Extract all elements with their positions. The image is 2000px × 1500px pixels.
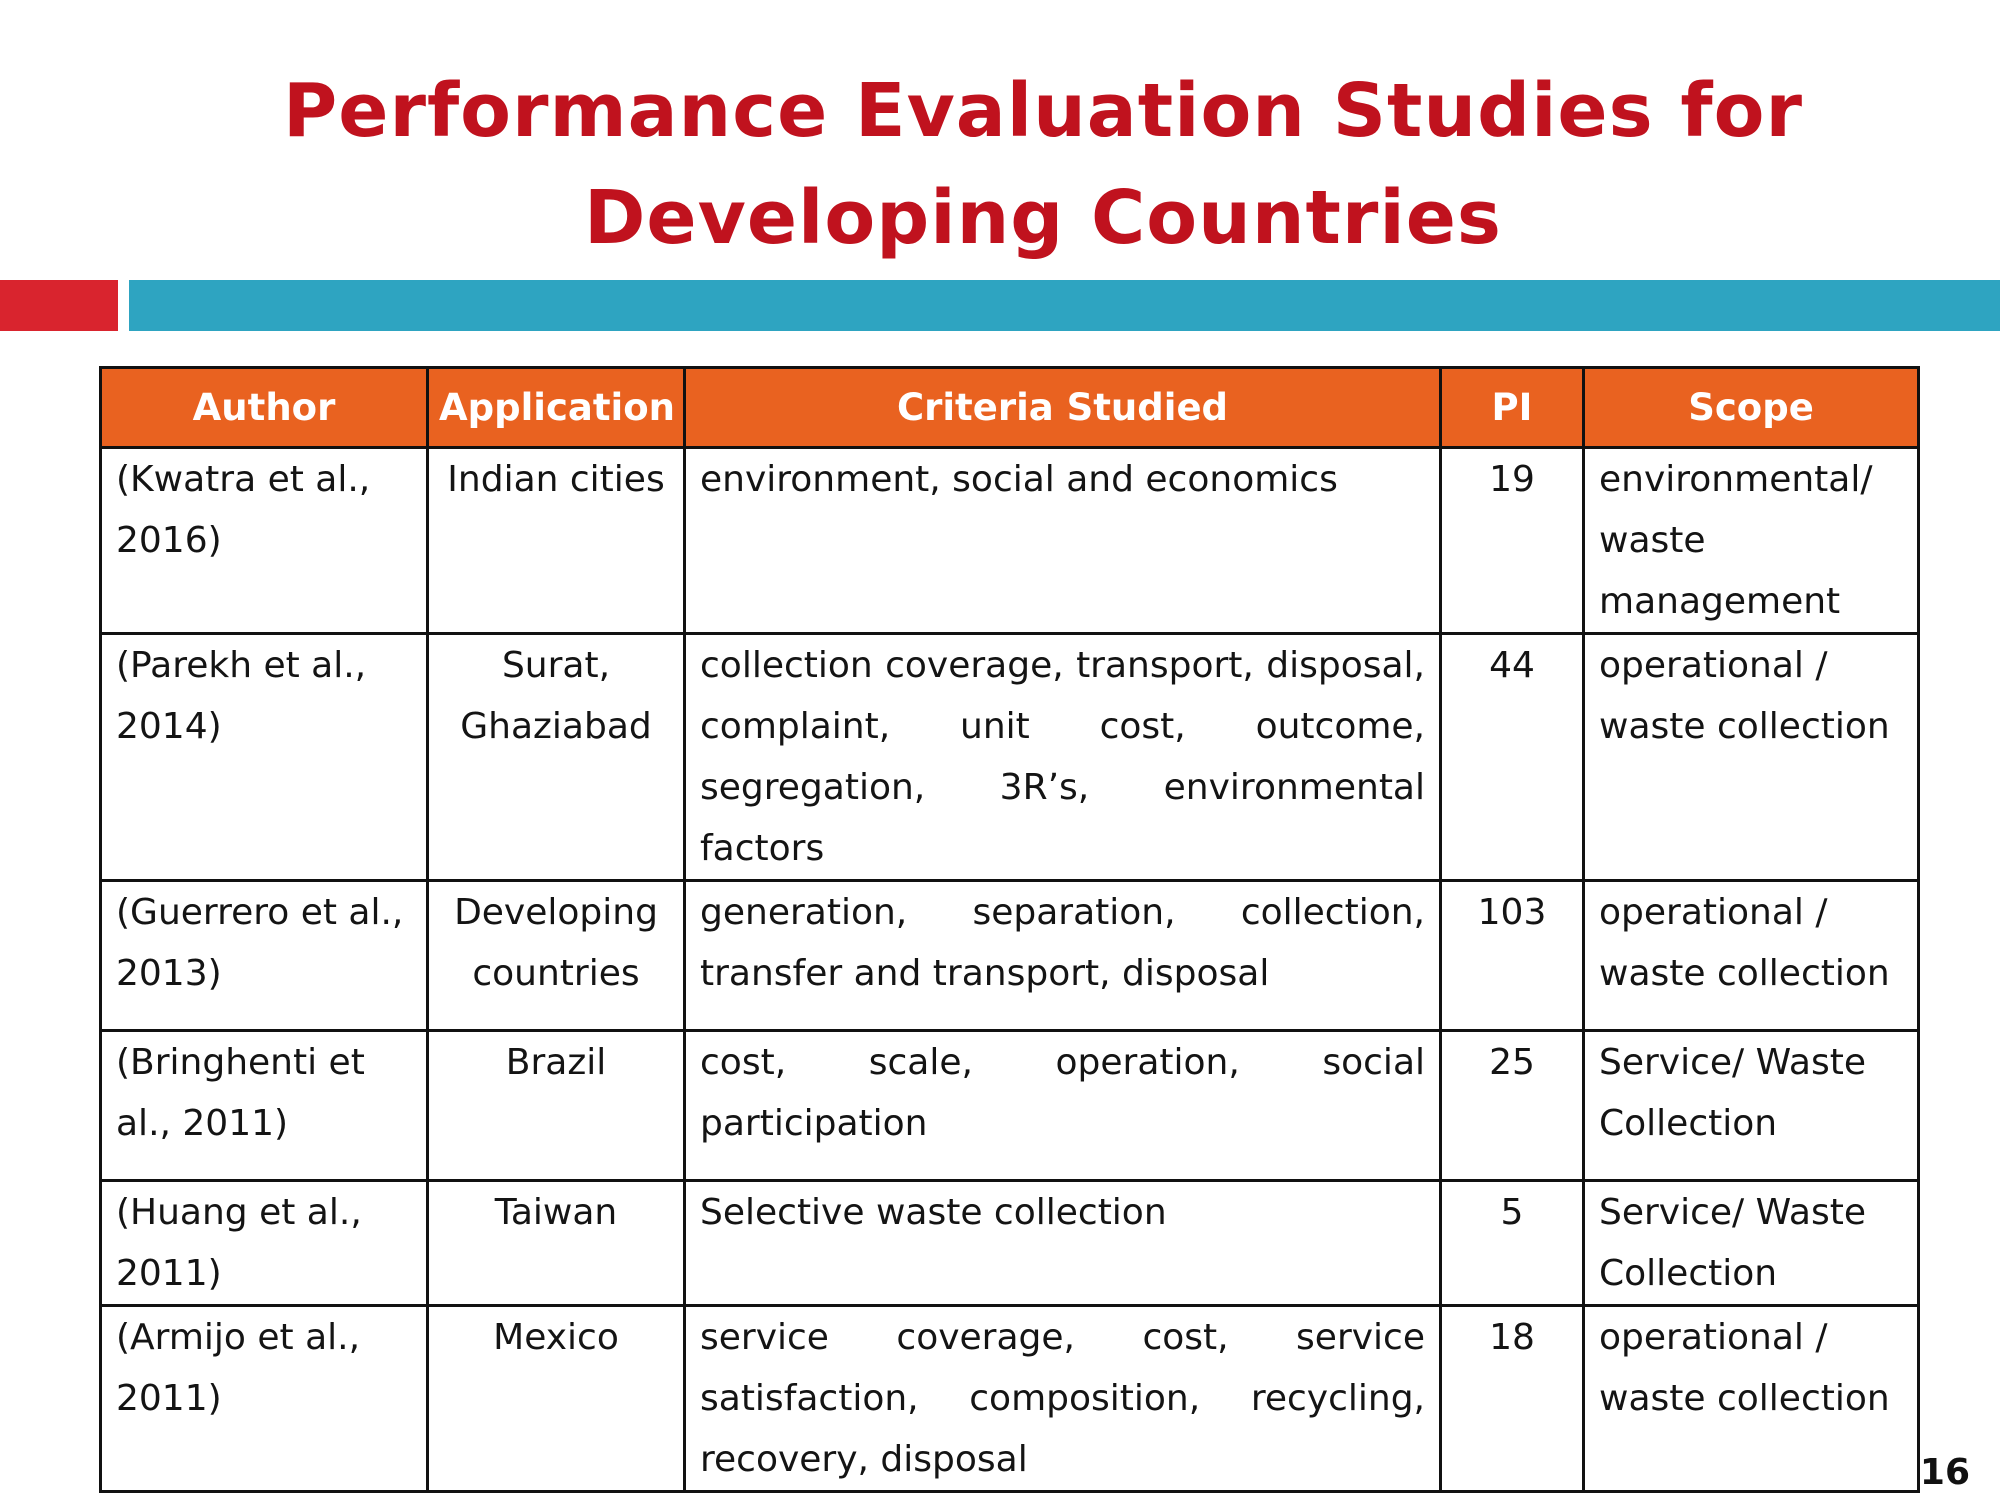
cell-criteria: generation, separation, collection, transfer and transport, disposal — [685, 881, 1441, 1031]
table-row — [101, 448, 1919, 634]
header-pi: PI — [1441, 368, 1584, 448]
cell-criteria: service coverage, cost, service satisfaction, composition, recycling, recovery, disposal — [685, 1306, 1441, 1492]
table-row — [101, 634, 1919, 881]
cell-criteria: environment, social and economics — [685, 448, 1441, 634]
cell-scope: Service/ Waste Collection — [1584, 1031, 1919, 1181]
cell-pi: 25 — [1441, 1031, 1584, 1181]
cell-application: Mexico — [428, 1306, 685, 1492]
cell-pi: 18 — [1441, 1306, 1584, 1492]
cell-scope: operational / waste collection — [1584, 1306, 1919, 1492]
table-row — [101, 1031, 1919, 1181]
cell-pi: 103 — [1441, 881, 1584, 1031]
cell-pi: 5 — [1441, 1181, 1584, 1306]
cell-criteria: Selective waste collection — [685, 1181, 1441, 1306]
cell-author: (Bringhenti et al., 2011) — [101, 1031, 428, 1181]
page-number: 16 — [1919, 1452, 1970, 1493]
header-scope: Scope — [1584, 368, 1919, 448]
cell-criteria: cost, scale, operation, social participation — [685, 1031, 1441, 1181]
accent-bar-red — [0, 280, 118, 331]
cell-author: (Kwatra et al., 2016) — [101, 448, 428, 634]
table-row — [101, 881, 1919, 1031]
table-row — [101, 1181, 1919, 1306]
cell-criteria: collection coverage, transport, disposal, complaint, unit cost, outcome, segregation, 3R’s, environmental factors — [685, 634, 1441, 881]
cell-author: (Huang et al., 2011) — [101, 1181, 428, 1306]
cell-application: Taiwan — [428, 1181, 685, 1306]
cell-application: Indian cities — [428, 448, 685, 634]
cell-pi: 19 — [1441, 448, 1584, 634]
header-application: Application — [428, 368, 685, 448]
cell-scope: environmental/ waste management — [1584, 448, 1919, 634]
cell-scope: Service/ Waste Collection — [1584, 1181, 1919, 1306]
cell-pi: 44 — [1441, 634, 1584, 881]
studies-table — [99, 366, 1920, 1493]
table-header-row — [101, 368, 1919, 448]
cell-scope: operational / waste collection — [1584, 634, 1919, 881]
cell-application: Surat, Ghaziabad — [428, 634, 685, 881]
slide-title — [0, 58, 2000, 272]
cell-application: Developing countries — [428, 881, 685, 1031]
cell-author: (Guerrero et al., 2013) — [101, 881, 428, 1031]
slide-title-line-1: Performance Evaluation Studies for — [283, 68, 1803, 154]
cell-author: (Armijo et al., 2011) — [101, 1306, 428, 1492]
cell-author: (Parekh et al., 2014) — [101, 634, 428, 881]
accent-bar-blue — [129, 280, 2000, 331]
slide-title-line-2: Developing Countries — [584, 175, 1502, 261]
table-row — [101, 1306, 1919, 1492]
header-author: Author — [101, 368, 428, 448]
header-criteria: Criteria Studied — [685, 368, 1441, 448]
cell-application: Brazil — [428, 1031, 685, 1181]
cell-scope: operational / waste collection — [1584, 881, 1919, 1031]
